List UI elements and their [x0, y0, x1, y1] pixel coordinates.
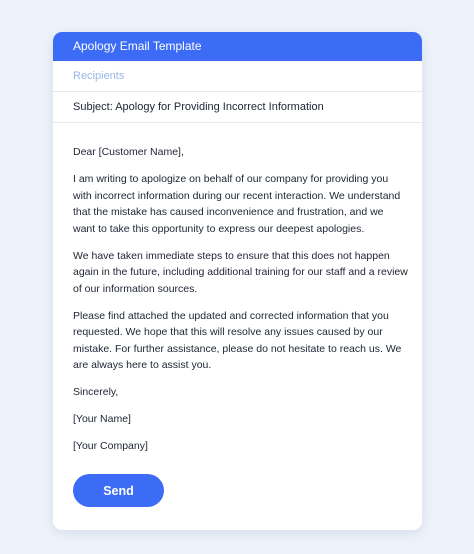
email-body[interactable] [53, 123, 422, 455]
subject-field[interactable]: Subject: Apology for Providing Incorrect Information [53, 92, 422, 123]
window-title: Apology Email Template [53, 32, 422, 61]
email-composer-card [53, 32, 422, 530]
signature-company: [Your Company] [73, 440, 148, 452]
greeting-text: Dear [Customer Name], [73, 146, 184, 158]
body-paragraph-3: Please find attached the updated and corrected information that you requested. We hope that this will resolve any issues caused by our mistake. For further assistance, please do not hesitate to reach us. We are always here to assist you. [73, 309, 402, 371]
signature-name: [Your Name] [73, 413, 131, 425]
body-paragraph-2: We have taken immediate steps to ensure that this does not happen again in the future, including additional training for our staff and a review of our information sources. [73, 249, 408, 295]
closing-text: Sincerely, [73, 386, 119, 398]
recipients-field[interactable]: Recipients [53, 61, 422, 92]
body-paragraph-1: I am writing to apologize on behalf of our company for providing you with incorrect information during our recent interaction. We understand that the mistake has caused inconvenience and frustration, and we want to take this opportunity to express our deepest apologies. [73, 173, 401, 235]
send-button[interactable]: Send [73, 474, 164, 507]
